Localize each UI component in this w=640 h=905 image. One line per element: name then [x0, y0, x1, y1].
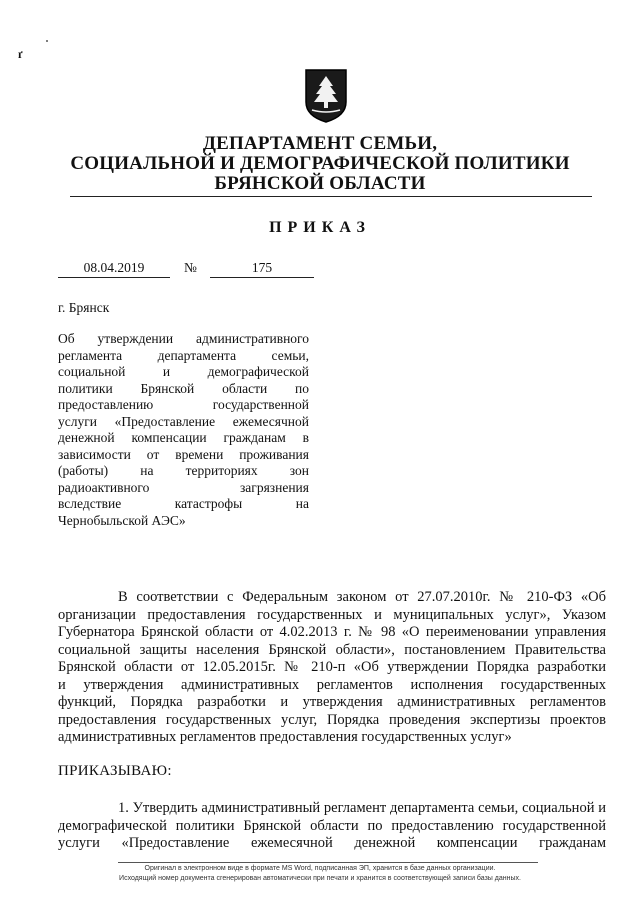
order-city: г. Брянск	[58, 300, 110, 315]
subject-line: (работы) на территориях зон	[58, 463, 309, 478]
preamble-line: Брянской области от 12.05.2015г. № 210-п «Об утверждении Порядка разработки	[58, 659, 606, 675]
order-number: 175	[210, 260, 314, 278]
subject-line: услуги «Предоставление ежемесячной	[58, 413, 309, 429]
footer-line-1: Оригинал в электронном виде в формате MS Word, подписанная ЭП, хранится в базе данных организации.	[144, 865, 496, 872]
subject-line: денежной компенсации гражданам в	[58, 430, 309, 445]
order-date: 08.04.2019	[58, 260, 170, 278]
subject-line: вследствие катастрофы на	[58, 496, 309, 511]
preamble-line: функций, Порядка разработки и утверждения административных регламентов	[58, 694, 606, 710]
item-1-line: демографической политики Брянской области по предоставлению государственной	[58, 817, 606, 834]
preamble-line: В соответствии с Федеральным законом от 27.07.2010г. № 210-ФЗ «Об	[118, 589, 606, 605]
header-divider	[70, 196, 592, 197]
item-1-line: 1. Утвердить административный регламент департамента семьи, социальной и	[118, 800, 606, 816]
footer-line-2: Исходящий номер документа сгенерирован автоматически при печати и хранится в соответствующей записи базы данных.	[119, 875, 521, 882]
item-1-line: услуги «Предоставление ежемесячной денежной компенсации гражданам	[58, 835, 606, 851]
subject-line: регламента департамента семьи,	[58, 347, 309, 363]
header-line-2: СОЦИАЛЬНОЙ И ДЕМОГРАФИЧЕСКОЙ ПОЛИТИКИ	[70, 153, 570, 174]
item-1	[58, 800, 606, 853]
coat-of-arms-icon	[302, 68, 350, 124]
footer-divider	[118, 862, 538, 863]
preamble-line: организации предоставления государственных и муниципальных услуг», Указом	[58, 606, 606, 623]
number-sign: №	[184, 260, 197, 275]
scan-speck	[46, 40, 48, 42]
subject-line: политики Брянской области по	[58, 380, 309, 396]
header-line-3: БРЯНСКОЙ ОБЛАСТИ	[214, 173, 426, 194]
order-title: ПРИКАЗ	[269, 219, 371, 236]
preamble-line: предоставления государственных услуг, Порядка проведения экспертизы проектов	[58, 711, 606, 728]
preamble-line: Губернатора Брянской области от 4.02.2013 г. № 98 «О переименовании управления	[58, 624, 606, 640]
scan-mark: ґ	[18, 47, 23, 61]
subject-line: Об утверждении административного	[58, 331, 309, 346]
preamble-line: административных регламентов предоставления государственных услуг»	[58, 729, 512, 745]
subject-line: предоставлению государственной	[58, 397, 309, 412]
preamble-line: и утверждения административных регламентов исполнения государственных	[58, 676, 606, 693]
order-subject	[58, 331, 309, 529]
header-line-1: ДЕПАРТАМЕНТ СЕМЬИ,	[202, 133, 438, 154]
subject-line: Чернобыльской АЭС»	[58, 512, 186, 528]
subject-line: социальной и демографической	[58, 364, 309, 379]
preamble-line: социальной защиты населения Брянской области», постановлением Правительства	[58, 641, 606, 658]
subject-line: зависимости от времени проживания	[58, 446, 309, 462]
subject-line: радиоактивного загрязнения	[58, 479, 309, 495]
preamble	[58, 589, 606, 747]
decree-word: ПРИКАЗЫВАЮ:	[58, 763, 172, 779]
